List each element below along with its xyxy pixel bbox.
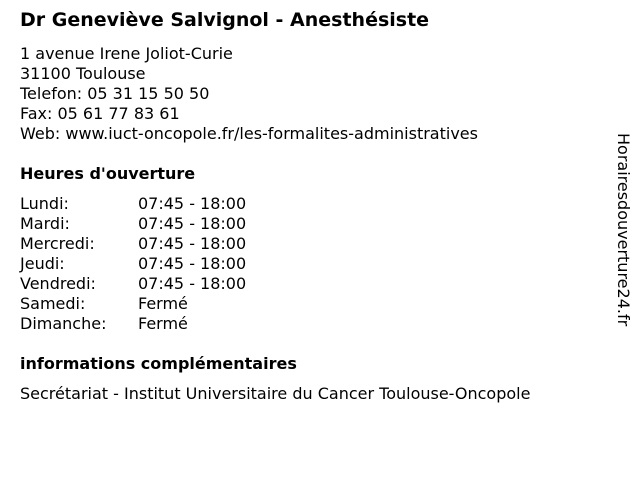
day-label: Lundi: — [20, 194, 69, 213]
hours-row-saturday — [20, 294, 320, 314]
address-block — [20, 44, 478, 144]
info-text: Secrétariat - Institut Universitaire du Cancer Toulouse-Oncopole — [20, 384, 531, 403]
hours-row-wednesday — [20, 234, 320, 254]
day-label: Mardi: — [20, 214, 70, 233]
watermark-text: Horairesdouverture24.fr — [614, 133, 633, 327]
day-label: Samedi: — [20, 294, 86, 313]
hours-row-friday — [20, 274, 320, 294]
hours-row-monday — [20, 194, 320, 214]
day-label: Vendredi: — [20, 274, 96, 293]
day-label: Jeudi: — [20, 254, 65, 273]
city: 31100 Toulouse — [20, 64, 146, 83]
day-hours: Fermé — [138, 294, 188, 313]
day-hours: 07:45 - 18:00 — [138, 254, 247, 273]
watermark — [613, 133, 635, 373]
street-address: 1 avenue Irene Joliot-Curie — [20, 44, 233, 63]
hours-row-thursday — [20, 254, 320, 274]
hours-row-sunday — [20, 314, 320, 334]
hours-row-tuesday — [20, 214, 320, 234]
day-hours: 07:45 - 18:00 — [138, 194, 247, 213]
day-hours: 07:45 - 18:00 — [138, 274, 247, 293]
page-title: Dr Geneviève Salvignol - Anesthésiste — [20, 9, 430, 31]
fax-number: Fax: 05 61 77 83 61 — [20, 104, 180, 123]
day-label: Mercredi: — [20, 234, 95, 253]
phone-number: Telefon: 05 31 15 50 50 — [20, 84, 210, 103]
hours-table — [20, 194, 320, 334]
hours-heading: Heures d'ouverture — [20, 164, 196, 183]
day-hours: 07:45 - 18:00 — [138, 234, 247, 253]
info-heading: informations complémentaires — [20, 354, 297, 373]
day-hours: Fermé — [138, 314, 188, 333]
day-label: Dimanche: — [20, 314, 107, 333]
day-hours: 07:45 - 18:00 — [138, 214, 247, 233]
website: Web: www.iuct-oncopole.fr/les-formalites-administratives — [20, 124, 478, 143]
